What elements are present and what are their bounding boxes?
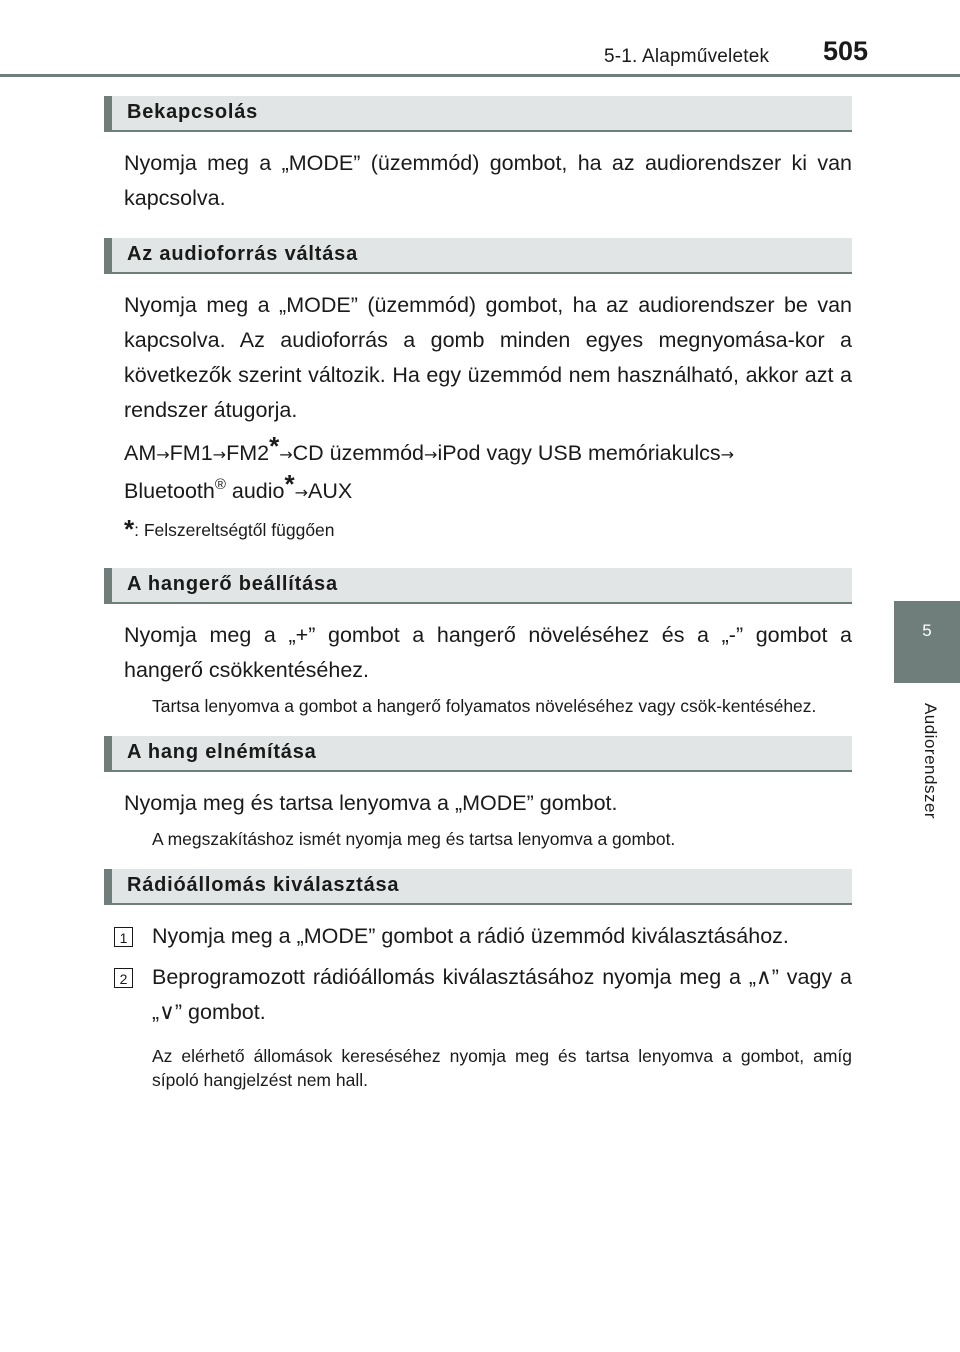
step-number-1: 1: [114, 927, 133, 947]
seq-bluetooth: Bluetooth: [124, 479, 215, 503]
asterisk-icon: *: [269, 431, 280, 461]
arrow-icon: →: [156, 445, 170, 464]
asterisk-icon: *: [284, 469, 295, 499]
heading-mute-text: A hang elnémítása: [127, 741, 317, 763]
list-item: [104, 919, 852, 954]
footnote: [124, 514, 852, 544]
arrow-icon: →: [212, 445, 227, 464]
asterisk-icon: *: [124, 514, 135, 544]
section-title: 5-1. Alapműveletek: [604, 46, 770, 67]
step-text-2: Beprogramozott rádióállomás kiválasztásához nyomja meg a „∧” vagy a „∨” gombot.: [152, 965, 852, 1024]
seq-fm2: FM2: [226, 441, 270, 465]
mute-note: A megszakításhoz ismét nyomja meg és tartsa lenyomva a gombot.: [152, 829, 676, 849]
chapter-tab[interactable]: [894, 601, 960, 683]
heading-power: [104, 96, 852, 132]
list-item: [104, 960, 852, 1030]
seq-am: AM: [124, 441, 157, 465]
page-content: [104, 96, 852, 1092]
power-paragraph: Nyomja meg a „MODE” (üzemmód) gombot, ha az audiorendszer ki van kapcsolva.: [124, 151, 852, 210]
heading-source: [104, 238, 852, 274]
footnote-text: : Felszereltségtől függően: [134, 520, 335, 540]
heading-power-text: Bekapcsolás: [127, 101, 259, 123]
chapter-label: Audiorendszer: [921, 702, 940, 820]
seq-audio: audio: [225, 479, 285, 503]
radio-note: Az elérhető állomások kereséséhez nyomja meg és tartsa lenyomva a gombot, amíg sípoló hangjelzést nem hall.: [152, 1046, 852, 1090]
source-paragraph: Nyomja meg a „MODE” (üzemmód) gombot, ha az audiorendszer be van kapcsolva. Az audioforrás a gomb minden egyes megnyomása-kor a következők szerint változik. Ha egy üzemmód nem használható, akkor azt a rendszer átugorja.: [124, 293, 852, 422]
arrow-icon: →: [424, 445, 438, 464]
heading-volume-text: A hangerő beállítása: [127, 573, 338, 595]
volume-note: Tartsa lenyomva a gombot a hangerő folyamatos növeléséhez vagy csök-kentéséhez.: [152, 696, 817, 716]
heading-source-text: Az audioforrás váltása: [127, 243, 359, 265]
seq-ipod: iPod vagy USB memóriakulcs: [437, 441, 721, 465]
heading-volume: [104, 568, 852, 604]
arrow-icon: →: [294, 483, 309, 502]
seq-cd: CD üzemmód: [292, 441, 425, 465]
registered-mark: ®: [214, 476, 226, 493]
volume-paragraph: Nyomja meg a „+” gombot a hangerő növeléséhez és a „-” gombot a hangerő csökkentéséhez.: [124, 623, 852, 682]
page-number: 505: [823, 36, 869, 66]
mute-paragraph: Nyomja meg és tartsa lenyomva a „MODE” gombot.: [124, 791, 618, 815]
source-sequence: [124, 431, 852, 511]
page-header: [0, 0, 960, 80]
seq-aux: AUX: [308, 479, 353, 503]
step-number-2: 2: [114, 968, 133, 988]
chapter-number: 5: [922, 621, 932, 640]
arrow-icon: →: [720, 445, 735, 464]
arrow-icon: →: [279, 445, 293, 464]
header-divider: [0, 74, 960, 77]
seq-fm1: FM1: [169, 441, 213, 465]
step-text-1: Nyomja meg a „MODE” gombot a rádió üzemmód kiválasztásához.: [152, 924, 789, 948]
heading-mute: [104, 736, 852, 772]
heading-radio: [104, 869, 852, 905]
heading-radio-text: Rádióállomás kiválasztása: [127, 874, 400, 896]
